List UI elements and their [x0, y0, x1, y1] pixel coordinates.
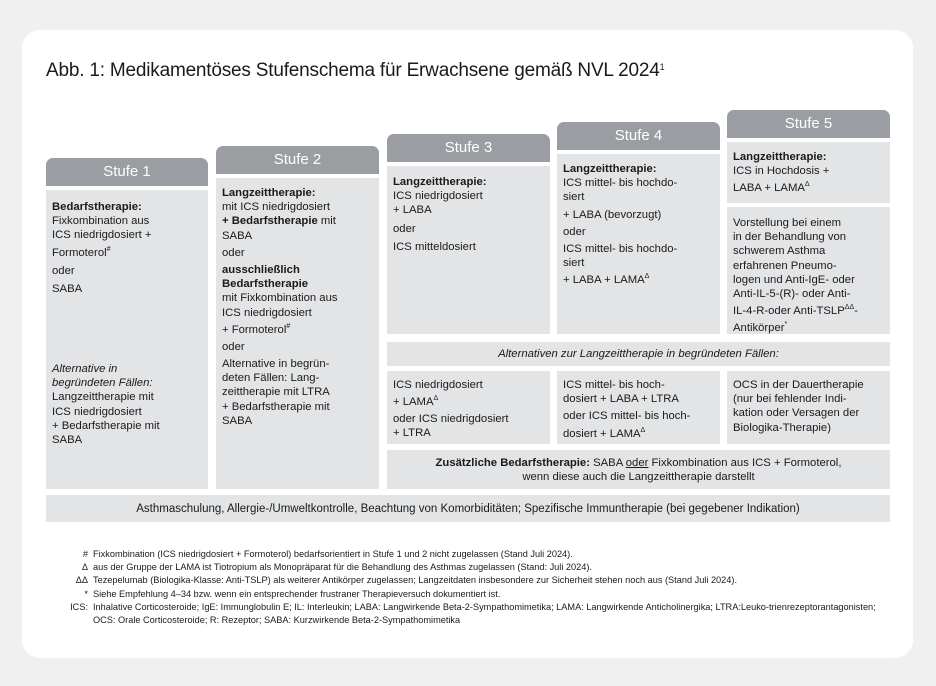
s2-line: mit — [317, 215, 336, 228]
general-measures-text: Asthmaschulung, Allergie-/Umweltkontrolle, Beachtung von Komorbiditäten; Spezifische Immuntherapie (bei gegebener Indikation) — [136, 503, 800, 515]
s4-line: ICS mittel- bis hochdo- — [563, 243, 678, 256]
footnote-symbol: Δ — [81, 562, 88, 573]
footnote-text: Fixkombination (ICS niedrigdosiert + Formoterol) bedarfsorientiert in Stufe 1 und 2 nicht zugelassen (Stand Juli 2024). — [93, 549, 573, 559]
s5-line: Anti-IL-5-(R)- oder Anti- — [733, 288, 851, 301]
footnote-symbol: # — [82, 549, 88, 559]
stufe-5-box-vorstellung — [727, 207, 890, 334]
figure-title — [46, 60, 664, 82]
footnote-text: aus der Gruppe der LAMA ist Tiotropium als Monopräparat für die Behandlung des Asthmas zugelassen (Stand: Juli 2024). — [93, 562, 592, 573]
stufe-1-header: Stufe 1 — [46, 158, 208, 186]
s1-line: Fixkombination aus — [52, 215, 150, 228]
footnote-text: Tezepelumab (Biologika-Klasse: Anti-TSLP) als weiterer Antikörper zugelassen; Langzeitdaten insbesondere zur Sicherheit stehen noch aus (Stand Juli 2024). — [93, 575, 737, 586]
s2-oder: oder — [222, 340, 245, 353]
s1-line: ICS niedrigdosiert + — [52, 229, 152, 242]
s4-heading: Langzeittherapie: — [563, 163, 657, 175]
s2-line: SABA — [222, 229, 253, 242]
s4-line: siert — [563, 191, 585, 204]
s4-line: ICS mittel- bis hochdo- — [563, 177, 678, 190]
footnote — [60, 588, 890, 601]
alt3-line: ICS niedrigdosiert — [393, 379, 483, 391]
s2-line: + Formoterol — [222, 323, 287, 336]
s1-alt-heading: begründeten Fällen: — [52, 377, 153, 390]
s2-line: deten Fällen: Lang- — [222, 372, 320, 385]
s5-sup: Δ — [804, 181, 810, 189]
stufe-1-box — [46, 190, 208, 489]
s5-line: - — [854, 304, 858, 317]
footnote-symbol: * — [84, 588, 88, 599]
alt4-line: ICS mittel- bis hoch- — [563, 379, 665, 391]
alt5-line: (nur bei fehlender Indi- — [733, 393, 847, 406]
s2-line: ICS niedrigdosiert — [222, 306, 312, 319]
s2-bold: ausschließlich — [222, 264, 300, 277]
additional-therapy-text: Fixkombination aus ICS + Formoterol, — [648, 457, 842, 469]
s1-alt-line: Langzeittherapie mit — [52, 391, 154, 404]
s1-sup: # — [106, 245, 111, 253]
s2-line: mit Fixkombination aus — [222, 292, 338, 305]
alt5-line: Biologika-Therapie) — [733, 421, 831, 434]
s2-line: Alternative in begrün- — [222, 358, 330, 370]
s5-line: ICS in Hochdosis + — [733, 165, 830, 178]
s4-line: siert — [563, 257, 585, 270]
alt5-line: OCS in der Dauertherapie — [733, 379, 864, 391]
alt4-sup: Δ — [640, 426, 646, 434]
s1-heading: Bedarfstherapie: — [52, 201, 142, 213]
s3-line: ICS niedrigdosiert — [393, 190, 483, 203]
s2-line: mit ICS niedrigdosiert — [222, 201, 330, 214]
alt5-line: kation oder Versagen der — [733, 407, 860, 420]
footnote-symbol: ΔΔ — [75, 575, 88, 586]
s5-line: IL-4-R-oder Anti-TSLP — [733, 304, 845, 317]
s5-line: LABA + LAMA — [733, 182, 805, 195]
s2-sup: # — [286, 322, 291, 330]
stufe-2-header: Stufe 2 — [216, 146, 379, 174]
alternatives-header — [387, 342, 890, 366]
stufe-3-box — [387, 166, 550, 334]
s4-line: + LABA (bevorzugt) — [563, 208, 662, 221]
s2-heading: Langzeittherapie: — [222, 187, 316, 199]
footnotes — [60, 548, 890, 627]
s2-line: zeittherapie mit LTRA — [222, 386, 330, 399]
s1-saba: SABA — [52, 282, 83, 295]
s5-line: Antikörper — [733, 321, 785, 334]
additional-therapy-text: wenn diese auch die Langzeittherapie darstellt — [522, 471, 755, 484]
additional-therapy-text: oder — [625, 457, 649, 469]
alt3-line: + LAMA — [393, 395, 434, 408]
footnote — [60, 561, 890, 574]
additional-therapy-heading: Zusätzliche Bedarfstherapie: — [435, 457, 590, 469]
stufe-4-header: Stufe 4 — [557, 122, 720, 150]
alternatives-header-text: Alternativen zur Langzeittherapie in begründeten Fällen: — [498, 348, 779, 360]
s1-line: Formoterol — [52, 246, 107, 259]
s1-alt-line: SABA — [52, 434, 83, 446]
s5-line: Vorstellung bei einem — [733, 217, 842, 229]
stufe-3-header: Stufe 3 — [387, 134, 550, 162]
additional-therapy-box — [387, 450, 890, 489]
s3-line: + LABA — [393, 204, 432, 217]
s5-sup: * — [784, 321, 788, 329]
s5-line: logen und Anti-IgE- oder — [733, 273, 855, 286]
alt3-line: oder ICS niedrigdosiert — [393, 413, 509, 426]
s4-sup: Δ — [644, 273, 650, 281]
alt-stufe-4-box — [557, 371, 720, 444]
alt3-sup: Δ — [433, 395, 439, 403]
s5-line: erfahrenen Pneumo- — [733, 259, 837, 272]
footnote-text: Inhalative Corticosteroide; IgE: Immunglobulin E; IL: Interleukin; LABA: Langwirkende Beta-2-Sympathomimetika; LAMA: Langwirkende Anticholinergika; LTRA:Leuko-trienrezeptorantagonisten; OCS: Orale Corticosteroide; R: Rezeptor; SABA: Kurzwirkende Beta-2-Sympathomimetika — [93, 601, 876, 626]
stufe-2-box — [216, 178, 379, 489]
s3-line: ICS mitteldosiert — [393, 240, 476, 253]
s4-oder: oder — [563, 225, 586, 238]
s2-bold: Bedarfstherapie — [222, 278, 309, 291]
s1-oder: oder — [52, 264, 75, 277]
alt-stufe-3-box — [387, 371, 550, 444]
s5-line: in der Behandlung von — [733, 231, 847, 244]
s2-line: + Bedarfstherapie mit — [222, 400, 330, 413]
s5-heading: Langzeittherapie: — [733, 151, 827, 163]
s2-bold: + Bedarfstherapie — [222, 215, 318, 228]
s5-sup: ΔΔ — [844, 304, 855, 312]
alt4-line: oder ICS mittel- bis hoch- — [563, 410, 691, 423]
general-measures-bar — [46, 495, 890, 522]
title-text: Abb. 1: Medikamentöses Stufenschema für Erwachsene gemäß NVL 2024 — [46, 60, 660, 81]
s1-alt-line: + Bedarfstherapie mit — [52, 419, 160, 432]
s2-line: SABA — [222, 414, 253, 427]
stufe-4-box — [557, 154, 720, 334]
s1-alt-line: ICS niedrigdosiert — [52, 405, 142, 418]
s3-oder: oder — [393, 222, 416, 235]
footnote — [60, 548, 890, 561]
additional-therapy-text: SABA — [589, 457, 626, 469]
footnote-symbol: ICS: — [70, 601, 88, 612]
alt4-line: dosiert + LABA + LTRA — [563, 393, 679, 406]
title-superscript: 1 — [659, 62, 665, 72]
s1-alt-heading: Alternative in — [52, 362, 118, 375]
stufe-5-box-langzeit — [727, 142, 890, 203]
alt4-line: dosiert + LAMA — [563, 427, 641, 440]
stufe-5-header: Stufe 5 — [727, 110, 890, 138]
alt3-line: + LTRA — [393, 427, 431, 440]
footnote — [60, 574, 890, 587]
footnote-text: Siehe Empfehlung 4–34 bzw. wenn ein entsprechender frustraner Therapieversuch dokumentiert ist. — [93, 588, 501, 599]
s2-oder: oder — [222, 246, 245, 259]
alt-stufe-5-box — [727, 371, 890, 444]
s4-line: + LABA + LAMA — [563, 274, 645, 287]
footnote — [60, 601, 890, 627]
s3-heading: Langzeittherapie: — [393, 176, 487, 188]
s5-line: schwerem Asthma — [733, 245, 826, 258]
